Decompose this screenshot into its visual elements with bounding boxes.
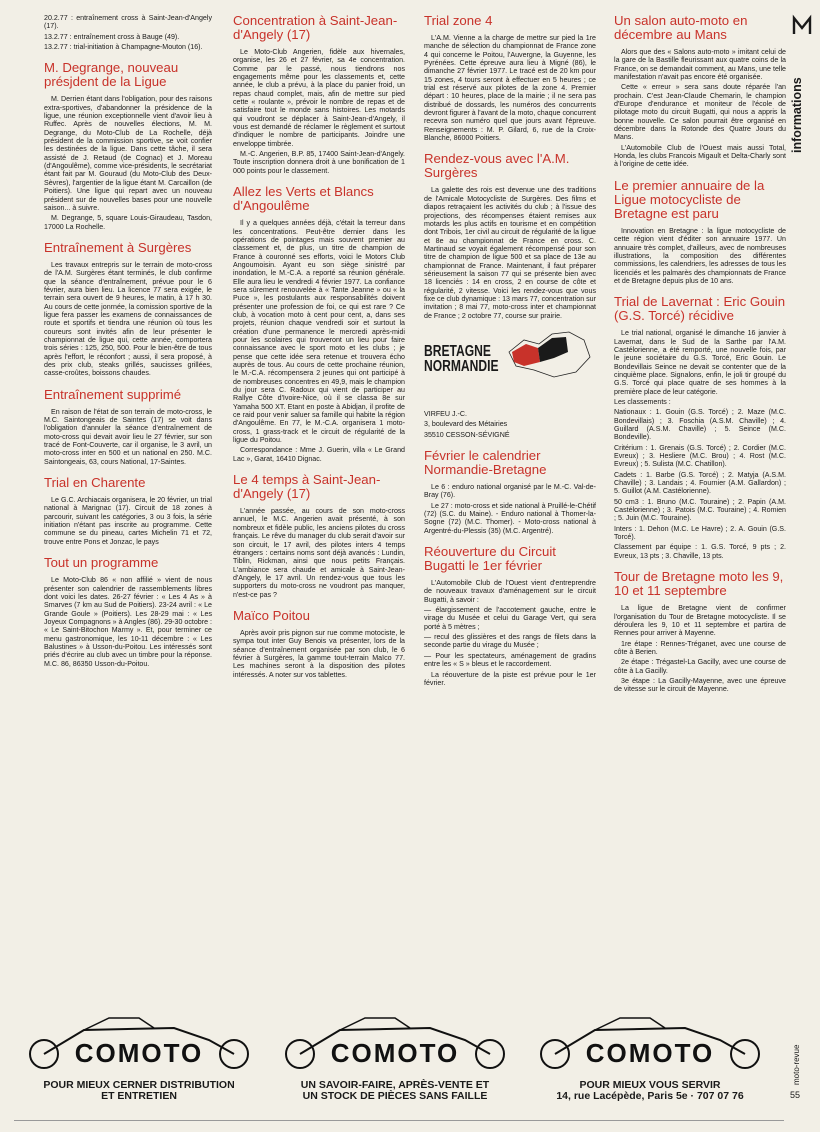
article-paragraph: Après avoir pris pignon sur rue comme motociste, le sympa tout inter Guy Benois va présenter, lors de la séance d'entraînement organisée par son club, le 6 février à Surgères, la gamme tout-terrain Maïco 77. Les machines seront à la disposition des pilotes intéressés. A noter sur vos tablettes. <box>233 628 405 679</box>
article-paragraph: Les travaux entrepris sur le terrain de moto-cross de l'A.M. Surgères étant terminés, le club confirme que la séance d'entraînement, prévue pour le 6 février, aura bien lieu. La licence 77 sera exigée, le terrain sera ouvert de 9 heures, le matin, à 17 h 30. Au cours de cette jonrnée, la comission sportive de la ligue fera passer les examens de connaissances de route et sportifs et tiendra une réunion où tous les coureurs sont invités afin de leur présenter le championnat de ligue qui, cette année, comportera trois séries : 125, 250, 500. Pour le bien-être de tous après l'effort, le réconfort ; aussi, il sera proposé, à des prix club, steaks grillés, saucisses grillées, casse-croûtes, boissons chaudes. <box>44 260 212 378</box>
article-paragraph: — recul des glissières et des rangs de filets dans la seconde partie du virage du Musée ; <box>424 633 596 650</box>
article-paragraph: L'année passée, au cours de son moto-cross annuel, le M.C. Angerien avait présenté, à son nombreux et fidèle public, les anciens pilotes du cross français. Le rêve du manager du club serait d'avoir sur son circuit, le 17 avril, des pilotes inters 4 temps étrangers : certains noms sont déjà avancés : Lundin, Tiblin, Rickman, ainsi que nous petits Français. L'ambiance sera chaude et amicale à Saint-Jean-d'Angely, le 17 avril. Un rendez-vous que tous les supporters du moto-cross ne voudront pas manquer, n'est-ce pas ? <box>233 507 405 599</box>
article-paragraph: Alors que des « Salons auto-moto » imitant celui de la gare de la Bastille fleurissant aux quatre coins de la France, on se demandait comment, au Mans, une telle manifestation n'avait pas encore été organisée. <box>614 48 786 82</box>
results-line: Inters : 1. Dehon (M.C. Le Havre) ; 2. A. Gouin (G.S. Torcé). <box>614 524 786 542</box>
ad-tagline <box>270 1080 520 1102</box>
magazine-name <box>792 1030 806 1090</box>
article-paragraph: — Pour les spectateurs, aménagement de gradins entre les « S » bleus et le raccordement. <box>424 651 596 669</box>
article-heading: Un salon auto-moto en décembre au Mans <box>614 14 748 42</box>
comoto-logo-icon <box>14 1010 264 1078</box>
article-paragraph: La ligue de Bretagne vient de confirmer l'organisation du Tour de Bretagne motocycliste. Il se déroulera les 9, 10 et 11 septembre et partira de Rennes pour arriver à Mayenne. <box>614 604 786 638</box>
logo-title: BRETAGNE NORMANDIE <box>424 342 499 375</box>
article-heading: Tout un programme <box>44 555 159 571</box>
section-title-text: informations <box>790 77 804 153</box>
article-heading: Tour de Bretagne moto les 9, 10 et 11 septembre <box>614 569 784 599</box>
comoto-ad-3 <box>525 1010 780 1120</box>
article-paragraph: La galette des rois est devenue une des traditions de l'Amicale Motocycliste de Surgères. Des films et diapos retraçaient les activités du club ; à l'issue des projections, des récompenses étaient remises aux motards les plus actifs en tourisme et en compétition dont Tribois, 1er civil au circuit de régularité de la ligue et 8e au championnat de France en cross. C. Martinaud se voyait également récompensé pour son titre de champion de ligue 500 et sa place de 13e au championnat de France. Maintenant, il faut préparer sérieusement la saison 77 qui se présente bien avec 18 licenciés : 14 en cross, 2 en course de côte et régularité, 2 vitesse. Voici les rendez-vous que vous fixe ce club dynamique : 13 mars 77, concentration sur invitation ; 8 mai 77, moto-cross inter et championnat de France ; 2 octobre 77, course sur prairie. <box>424 186 596 320</box>
column-3 <box>424 14 596 999</box>
article-paragraph: — élargissement de l'accotement gauche, entre le virage du Musée et celui du Garage Vert, qui sera porté à 5 mètres ; <box>424 606 596 631</box>
article-heading: Le 4 temps à Saint-Jean-d'Angely (17) <box>233 472 381 502</box>
schedule-line: 13.2.77 : trial-initiation à Champagne-Mouton (16). <box>44 43 203 52</box>
column-4 <box>614 14 786 999</box>
article-paragraph: Le G.C. Archiacais organisera, le 20 février, un trial national à Marignac (17). Circuit de 18 zones à parcourir, suivant les catégories, 3 ou 3 fois, la série initiation n'étant pas inscrite au programme. Cette commune se du pineau, cartes Michelin 71 et 72, trouve entre Pons et Jonzac, le pays <box>44 496 212 546</box>
article-paragraph: Le Moto-Club Angerien, fidèle aux hivernales, organise, les 26 et 27 février, sa 4e concentration. Comme par le passé, nous tiendrons nos engagements même pour les classements et, cette année, le club a prévu, à la place du panier froid, un repas chaud complet, mais, afin de mettre sur pied cette « roulante », prévoir le nombre de repas et de satisfaire tout le monde sans histoires. Les motards qui voudront se déplacer à Saint-Jean-d'Angely, il vous est demandé de réclamer le règlement et surtout d'indiquer le nombre de participants. Joindre une enveloppe timbrée. <box>233 48 405 148</box>
schedule-line: 13.2.77 : entraînement cross à Bauge (49). <box>44 32 180 41</box>
article-paragraph: Correspondance : Mme J. Guerin, villa « Le Grand Lac », Garat, 16410 Dignac. <box>233 446 405 463</box>
article-paragraph: 2e étape : Trégastel-La Gacilly, avec une course de côte à La Gacilly. <box>614 658 786 675</box>
article-paragraph: Le trial national, organisé le dimanche 16 janvier à Lavernat, dans le Sud de la Sarthe par l'A.M. Castélorienne, a été remporté, une nouvelle fois, par le jeune sociétaire du G.S. Torcé, Eric Gouin. Le Bondevillais Seince ne devait se contenter que de la cinquième place. Signalons, enfin, le joli tir groupé du G.S. Torcé qui place quatre de ses hommes à la première place de leur catégorie. <box>614 329 786 396</box>
article-paragraph: Cette « erreur » sera sans doute réparée l'an prochain. C'est Jean-Claude Chemarin, le champion d'Europe d'endurance et moniteur de l'école de pilotage moto du circuit Bugatti, qui nous a appris la bonne nouvelle. Ce salon pourrait être organisé en décembre dans la Rotonde des Quatre Jours du Mans. <box>614 83 786 142</box>
article-heading: M. Degrange, nouveau présjdent de la Ligue <box>44 60 179 90</box>
ad-line: POUR MIEUX VOUS SERVIR <box>579 1079 721 1091</box>
ad-line: UN STOCK DE PIÈCES SANS FAILLE <box>302 1090 488 1102</box>
ad-brand: COMOTO <box>330 1038 460 1068</box>
ad-brand: COMOTO <box>74 1038 204 1068</box>
comoto-logo-icon <box>525 1010 775 1078</box>
article-paragraph: En raison de l'état de son terrain de moto-cross, le M.C. Saintongeais de Saintes (17) se voit dans l'obligation d'annuler la séance d'entraînement de moto-cross qui devait avoir lieu le 27 février, sur son tracé de Font-Couverte, car il organise, le 3 avril, un moto-cross inter en 500 et un national en 250. M.C. Saintongeais, 63, cours National, 17-Saintes. <box>44 407 212 466</box>
ad-line: 14, rue Lacépède, Paris 5e · 707 07 76 <box>556 1090 744 1102</box>
magazine-name-text: moto-revue <box>792 1044 801 1085</box>
article-paragraph: Le Moto-Club 86 « non affilié » vient de nous présenter son calendrier de rassemblements libres dont voici les dates. 26-27 février : « Les 4 As » à Smarves (7 km au Sud de Poitiers). 23-24 avril : « Le Grande Goule » (Poitiers). Les 28-29 mai : « Les Joyeux Compagnons » à Angles (86). 29-30 octobre : « Le Saint-Bitochon Marmy ». Et, pour terminer ce menu gastronomique, les 10-11 décembre : « Les Balustines » à Usson-du-Poitou. Les intéressés sont priés d'écrire au club avec un timbre pour la réponse. M.C. 86, 86350 Usson-du-Poitou. <box>44 576 212 668</box>
ad-line: POUR MIEUX CERNER DISTRIBUTION <box>43 1079 235 1091</box>
article-paragraph: M. Degrange, 5, square Louis-Giraudeau, Tasdon, 17000 La Rochelle. <box>44 214 212 231</box>
article-paragraph: L'Automobile Club de l'Ouest vient d'entreprendre de nouveaux travaux d'aménagement sur le circuit Bugatti, à savoir : <box>424 579 596 604</box>
article-heading: Entraînement à Surgères <box>44 239 192 255</box>
column-2 <box>233 14 405 999</box>
comoto-ad-1 <box>14 1010 264 1120</box>
article-paragraph: Innovation en Bretagne : la ligue motocycliste de cette région vient d'éditer son annuaire 1977. Un annuaire très complet, d'ailleurs, avec de nombreuses illustrations, la composition des différentes commissions, les calendriers, les adresses de tous les licenciés et les palmarès des championnats de France et de Bretagne depuis plus de 10 ans. <box>614 226 786 285</box>
ad-line: ET ENTRETIEN <box>101 1090 177 1102</box>
comoto-ad-2 <box>270 1010 520 1120</box>
results-line: Classement par équipe : 1. G.S. Torcé, 9 pts ; 2. Evreux, 13 pts ; 3. Chaville, 13 pts. <box>614 543 786 560</box>
ad-line: UN SAVOIR-FAIRE, APRÈS-VENTE ET <box>300 1079 490 1091</box>
article-heading: Trial zone 4 <box>424 14 493 28</box>
article-heading: Février le calendrier Normandie-Bretagne <box>424 448 547 477</box>
ad-tagline <box>14 1080 264 1102</box>
article-paragraph: 1re étape : Rennes-Tréganet, avec une course de côte à Berien. <box>614 639 786 656</box>
column-1 <box>44 14 212 999</box>
article-heading: Trial en Charente <box>44 475 146 491</box>
signature-line: 35510 CESSON-SÉVIGNÉ <box>424 430 510 439</box>
page-number: 55 <box>790 1090 801 1100</box>
article-heading: Concentration à Saint-Jean-d'Angely (17) <box>233 14 398 42</box>
article-heading: Entraînement supprimé <box>44 386 182 402</box>
schedule-line: 20.2.77 : entraînement cross à Saint-Jean-d'Angely (17). <box>44 14 212 31</box>
bretagne-normandie-logo <box>424 322 596 404</box>
signature-line: VIRFEU J.-C. <box>424 409 467 418</box>
article-heading: Maïco Poitou <box>233 607 310 623</box>
bottom-rule <box>14 1120 784 1121</box>
article-paragraph: Le 6 : enduro national organisé par le M.-C. Val-de-Bray (76). <box>424 483 596 500</box>
article-paragraph: M. Derrien étant dans l'obligation, pour des raisons extra-sportives, d'abandonner la présidence de la ligue, une réunion exceptionnelle vient d'avoir lieu à Ruffec. Après de nouvelles élections, M. M. Degrange, du Moto-Club de La Rochelle, déjà président de la commission sportive, se voit confier les destinées de la ligue. Dans cette tâche, il sera assisté de J. Retaud (de Cognac) et J. Moreau (d'Angoulême), comme vice-présidents, le secrétariat étant fait par M. Gouraud (du Moto-Club des Deux-Sèvres), l'argentier de la ligue étant M. Carcaillon (de Poitiers). Une ligue qui repart avec un nouveau président sur de nouvelles bases pour une nouvelle saison... à suivre. <box>44 95 212 212</box>
article-paragraph: L'Automobile Club de l'Ouest mais aussi Total, Honda, les clubs Francois Migault et Delta-Charly sont à l'origine de cette idée. <box>614 143 786 169</box>
article-paragraph: Le 27 : moto-cross et side national à Pruillé-le-Chétif (72) (S.C. du Maine). - Enduro national à Thomer-la-Sogne (72) (M.C. Thomer). - Moto-cross national à Argentré-du-Plessis (35) (M.C. Argentré). <box>424 501 596 535</box>
results-line: Cadets : 1. Barbe (G.S. Torcé) ; 2. Matyja (A.S.M. Chaville) ; 3. Landais ; 4. Fournier (A.M. Gallardon) ; 5. Guillot (A.M. Castélorienne). <box>614 470 786 496</box>
article-paragraph: L'A.M. Vienne a la charge de mettre sur pied la 1re manche de sélection du championnat de France zone 4 qui concerne le Poitou, l'Auvergne, la Guyenne, les Pyrénées. Cette épreuve aura lieu à Migné (86), le dimanche 27 février 1977. Le tracé est de 20 km pour 15 zones, 4 tours seront à effectuer en 5 heures ; ce trial est réservé aux pilotes de la zone 4. Premier départ : 10 heures, place de la mairie ; il ne sera pas distribué de dossards, les numéros des concurrents devront figurer à l'avant de la moto, chaque concurrent recevra son numéro quel que jours avant l'épreuve. Renseignements : M. P. Gilard, 6, rue de la Croix-Blanche, 86000 Poitiers. <box>424 34 596 143</box>
article-heading: Le premier annuaire de la Ligue motocycliste de Bretagne est paru <box>614 177 765 221</box>
results-line: 50 cm3 : 1. Bruno (M.C. Touraine) ; 2. Papin (A.M. Castélorienne) ; 3. Patois (M.C. Touraine) ; 4. Romien ; 5. Juin (M.C. Touraine). <box>614 497 786 523</box>
results-line: Critérium : 1. Grenais (G.S. Torcé) ; 2. Cordier (M.C. Evreux) ; 3. Hesliere (M.C. Brou) ; 4. Rost (M.C. Evreux) ; 5. Sulista (M.C. Chatillon). <box>614 443 786 469</box>
signature-line: 3, boulevard des Métairies <box>424 420 508 429</box>
section-title <box>790 18 812 158</box>
article-heading: Réouverture du Circuit Bugatti le 1er février <box>424 544 556 574</box>
ad-tagline <box>525 1080 775 1102</box>
ad-brand: COMOTO <box>585 1038 715 1068</box>
article-paragraph: M.-C. Angerien, B.P. 85, 17400 Saint-Jean-d'Angely. Toute inscription donnera droit à une bonification de 1 000 points pour le classement. <box>233 150 405 175</box>
article-heading: Allez les Verts et Blancs d'Angoulême <box>233 184 374 214</box>
article-paragraph: 3e étape : La Gacilly-Mayenne, avec une épreuve de vitesse sur le circuit de Mayenne. <box>614 676 786 694</box>
comoto-logo-icon <box>270 1010 520 1078</box>
article-paragraph: Il y a quelques années déjà, c'était la terreur dans les concentrations. Peut-être dernier dans les opérations de pointages mais souvent premier au classement et, de plus, un titre de champion de France à couronné ses efforts, voici le Motors Club Angoumoisin. Ayant eu son siège sinistré par inondation, le M.-C.A. a reporté sa réunion générale. Elle aura lieu le vendredi 4 février 1977. La confiance sera sûrement renouvelée à « Tante Jeanne » ou « la Puce », les postulants aux responsabilités doivent présenter une profession de foi, ce qui est rare ? Ce club, à vocation moto à cent pour cent, a, dans ses projets, réunion chaque vendredi soir et surtout la création d'une permanence le mercredi après-midi pour les scolaires qui trouveront un lieu pour faire connaissance avec le sport moto et les clubs ; je pense que cette idée sera retenue et trouvera écho auprès de tous. Au cours de cette prochaine réunion, le M.-C.A. récompensera 2 jeunes qui ont participé à de nombreuses concentres en 49,9, mais le champion du jour sera C. Radoux qui vient de participer au Rallye Côte d'Ivoire-Nice, où il se classa 8e sur Yamaha 500 XT. Etant en poste à Abidjan, il profite de ce raid pour venir saluer sa famille qui habite la région d'Angoulême. En 77, le M.-C.A. organisera 1 moto-cross, 1 grass-track et le circuit de régularité de la ligue du Poitou. <box>233 219 405 445</box>
results-line: Nationaux : 1. Gouin (G.S. Torcé) ; 2. Maze (M.C. Bondevillais) ; 3. Foschia (A.S.M. Chaville) ; 4. Guillard (A.S.M. Chaville) ; 5. Seince (M.C. Bondeville). <box>614 408 786 442</box>
article-heading: Rendez-vous avec l'A.M. Surgères <box>424 151 570 181</box>
article-heading: Trial de Lavernat : Eric Gouin (G.S. Torcé) récidive <box>614 294 786 324</box>
article-paragraph: La réouverture de la piste est prévue pour le 1er février. <box>424 670 596 687</box>
article-paragraph: Les classements : <box>614 397 671 406</box>
